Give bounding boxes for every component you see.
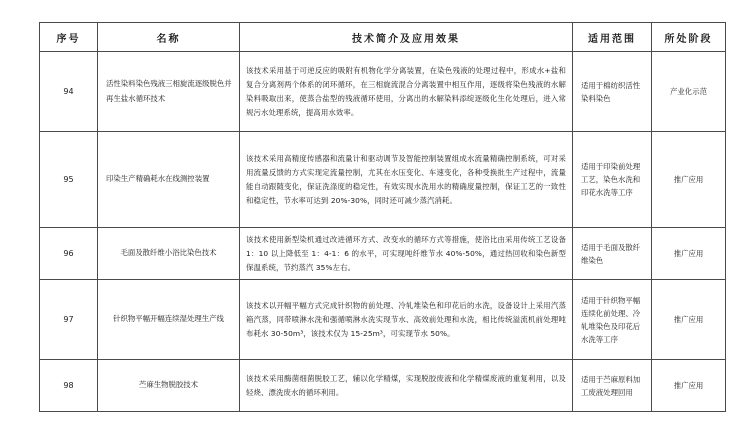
row-scope: 适用于印染前处理工艺，染色水洗和印花水洗等工序 (573, 132, 652, 228)
technology-table-container (39, 22, 725, 412)
header-name: 名称 (98, 23, 240, 52)
row-stage: 推广应用 (652, 360, 726, 412)
header-row (40, 23, 726, 52)
row-name: 毛面及散纤维小浴比染色技术 (98, 228, 240, 280)
table-row (40, 228, 726, 280)
header-stage: 所处阶段 (652, 23, 726, 52)
row-scope: 适用于毛面及散纤维染色 (573, 228, 652, 280)
row-stage: 推广应用 (652, 280, 726, 360)
row-num: 95 (40, 132, 98, 228)
row-stage: 推广应用 (652, 132, 726, 228)
row-desc: 该技术使用新型染机通过改进循环方式、改变水的循环方式等措施，使浴比由采用传统工艺设备 1：10 以上降低至 1：4-1：6 的水平，可实现吨纤维节水 40%-50%，通过热回收和染色新型保温系统，节约蒸汽 35%左右。 (240, 228, 573, 280)
header-num: 序号 (40, 23, 98, 52)
table-row (40, 280, 726, 360)
row-name: 苎麻生物脱胶技术 (98, 360, 240, 412)
table-body (40, 52, 726, 412)
row-num: 97 (40, 280, 98, 360)
row-desc: 该技术采用基于可逆反应的吸附有机物化学分离装置，在染色残液的处理过程中，形成水+盐和复合分离剂两个体系的闭环循环，在三相旋流混合分离装置中相互作用，逐级将染色残液的水解染料吸取出来，使蒸合盐型的残液循环使用，分离出的水解染料添绽逐级化生化处理后，进入常规污水处理系统，提高用水效率。 (240, 52, 573, 132)
row-scope: 适用于针织物平幅连续化前处理、冷轧堆染色及印花后水洗等工序 (573, 280, 652, 360)
row-num: 98 (40, 360, 98, 412)
row-desc: 该技术以开幅平幅方式完成针织物的前处理、冷轧堆染色和印花后的水洗，设备设计上采用汽蒸箱汽蒸，同带喷淋水洗和强循喷淋水洗实现节水、高效前处理和水洗，相比传统溢流机前处理吨布耗水 30-50m³，该技术仅为 15-25m³，可实现节水 50%。 (240, 280, 573, 360)
row-stage: 推广应用 (652, 228, 726, 280)
header-desc: 技术简介及应用效果 (240, 23, 573, 52)
table-header (40, 23, 726, 52)
row-name: 活性染料染色残液三相旋流逐级脱色并再生盐水循环技术 (98, 52, 240, 132)
row-name: 印染生产精确耗水在线测控装置 (98, 132, 240, 228)
row-desc: 该技术采用高精度传感器和流量计和驱动调节及智能控制装置组成水流量精确控制系统，可对采用流量反馈的方式实现定流量控制，尤其在水压变化、车速变化，各种受换批生产过程中，流量能自动跟随变化，保证洗涤度的稳定性，有效实现水洗用水的精确度量控制，保证工艺的一致性和稳定性，节水率可达到 20%-30%，同时还可减少蒸汽消耗。 (240, 132, 573, 228)
row-num: 94 (40, 52, 98, 132)
row-stage: 产业化示范 (652, 52, 726, 132)
table-row (40, 360, 726, 412)
table-row (40, 132, 726, 228)
row-desc: 该技术采用酶菌细菌脱胶工艺，辅以化学精煤，实现脱胶废液和化学精煤废液的重复利用，以及轻烧、漂洗废水的循环利用。 (240, 360, 573, 412)
row-num: 96 (40, 228, 98, 280)
row-scope: 适用于苎麻原料加工废液处理回用 (573, 360, 652, 412)
row-scope: 适用于棉纺织活性染料染色 (573, 52, 652, 132)
header-scope: 适用范围 (573, 23, 652, 52)
technology-table (39, 22, 726, 412)
row-name: 针织物平幅开幅连续湿处理生产线 (98, 280, 240, 360)
table-row (40, 52, 726, 132)
